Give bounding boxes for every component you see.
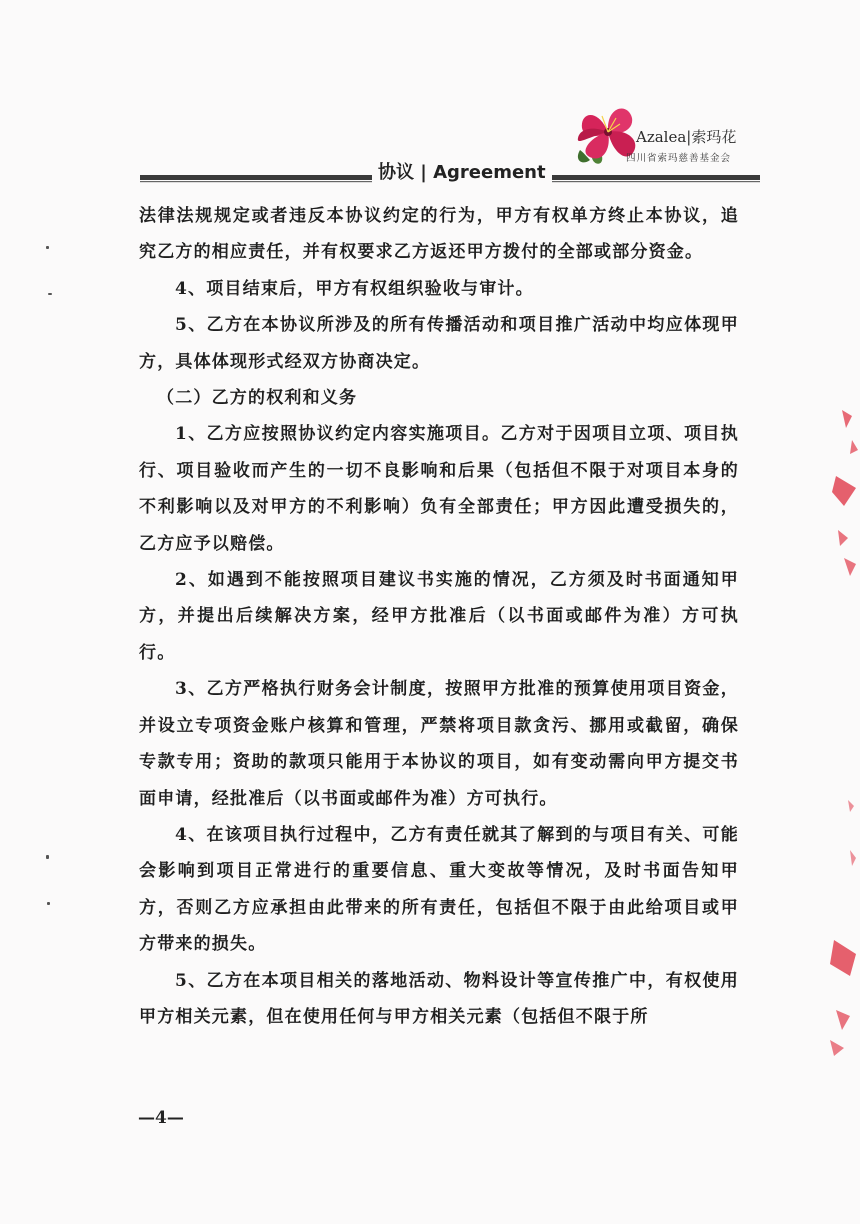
organization-name: 四川省索玛慈善基金会 bbox=[626, 153, 732, 164]
scan-speck bbox=[46, 855, 49, 859]
header-title: 协议 | Agreement bbox=[372, 158, 552, 184]
page-number: —4— bbox=[138, 1108, 184, 1128]
brand-name: Azalea|索玛花 bbox=[636, 128, 737, 146]
paragraph: 1、乙方应按照协议约定内容实施项目。乙方对于因项目立项、项目执行、项目验收而产生的一切不良影响和后果（包括但不限于对项目本身的不利影响以及对甲方的不利影响）负有全部责任；甲方因此遭受损失的，乙方应予以赔偿。 bbox=[139, 424, 739, 554]
paragraph: 法律法规规定或者违反本协议约定的行为，甲方有权单方终止本协议，追究乙方的相应责任，并有权要求乙方返还甲方拨付的全部或部分资金。 bbox=[139, 206, 739, 263]
paragraph: 4、项目结束后，甲方有权组织验收与审计。 bbox=[175, 278, 534, 299]
document-body bbox=[139, 198, 739, 1035]
paragraph: 5、乙方在本协议所涉及的所有传播活动和项目推广活动中均应体现甲方，具体体现形式经双方协商决定。 bbox=[139, 315, 739, 372]
seal-edge-marks bbox=[822, 380, 860, 1080]
paragraph: 4、在该项目执行过程中，乙方有责任就其了解到的与项目有关、可能会影响到项目正常进行的重要信息、重大变故等情况，及时书面告知甲方，否则乙方应承担由此带来的所有责任，包括但不限于由此给项目或甲方带来的损失。 bbox=[139, 824, 739, 955]
section-heading: （二）乙方的权利和义务 bbox=[157, 388, 358, 409]
scan-speck bbox=[48, 293, 52, 295]
paragraph: 2、如遇到不能按照项目建议书实施的情况，乙方须及时书面通知甲方，并提出后续解决方案，经甲方批准后（以书面或邮件为准）方可执行。 bbox=[139, 570, 739, 663]
scan-speck bbox=[46, 246, 49, 249]
paragraph: 5、乙方在本项目相关的落地活动、物料设计等宣传推广中，有权使用甲方相关元素，但在使用任何与甲方相关元素（包括但不限于所 bbox=[139, 970, 739, 1027]
scan-speck bbox=[47, 902, 50, 905]
paragraph: 3、乙方严格执行财务会计制度，按照甲方批准的预算使用项目资金，并设立专项资金账户核算和管理，严禁将项目款贪污、挪用或截留，确保专款专用；资助的款项只能用于本协议的项目，如有变动需向甲方提交书面申请，经批准后（以书面或邮件为准）方可执行。 bbox=[139, 679, 739, 809]
